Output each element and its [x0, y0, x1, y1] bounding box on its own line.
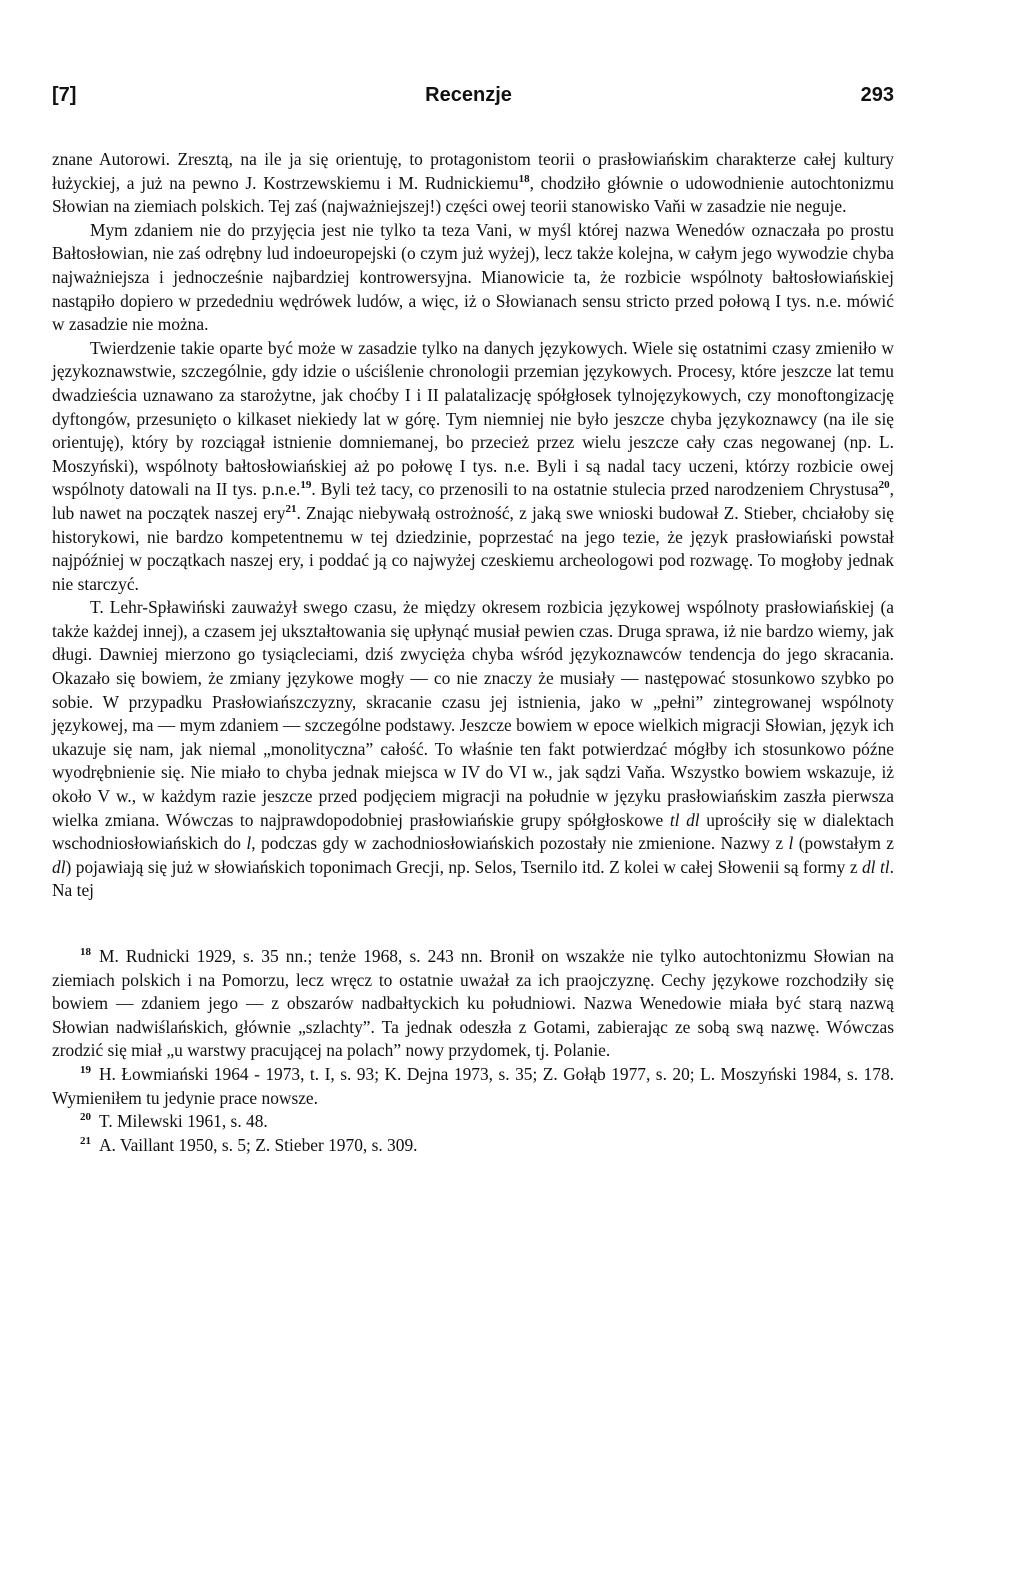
paragraph: [52, 148, 894, 219]
footnotes: [52, 945, 894, 1157]
text-run: , podczas gdy w zachodniosłowiańskich pozostały nie zmienione. Nazwy z: [251, 833, 789, 854]
page: [52, 84, 894, 1157]
page-number: 293: [860, 84, 894, 106]
italic-term: l: [246, 833, 252, 854]
text-run: znane Autorowi. Zresztą, na ile ja się orientuję, to protagonistom teorii o prasłowiańskim charakterze całej kultury łużyckiej, a już na pewno J. Kostrzewskiemu i M. Rudnickiemu: [52, 149, 894, 193]
italic-term: dl: [52, 856, 66, 877]
footnote-ref: 18: [518, 172, 530, 185]
text-run: Twierdzenie takie oparte być może w zasadzie tylko na danych językowych. Wiele się ostatnimi czasy zmieniło w językoznawstwie, szczególnie, gdy idzie o uściślenie chronologii przemian językowych. Procesy, które jeszcze lat temu dwadzieścia uznawano za starożytne, jak choćby I i II palatalizację spółgłosek tylnojęzykowych, czy monoftongizację dyftongów, przesunięto o kilkaset niekiedy lat w górę. Tym niemniej nie było jeszcze chyba językoznawcy (na ile się orientuję), który by rozciągał istnienie domniemanej, bo przecież przez wielu jeszcze cały czas negowanej (np. L. Moszyński), wspólnoty bałtosłowiańskiej aż po połowę I tys. n.e. Byli i są nadal tacy uczeni, którzy rozbicie owej wspólnoty datowali na II tys. p.n.e.: [52, 337, 894, 500]
text-run: , chodziło głównie o udowodnienie autochtonizmu Słowian na ziemiach polskich. Tej zaś (najważniejszej!) części owej teorii stanowisko Vaňi w zasadzie nie neguje.: [52, 172, 894, 217]
paragraph: [52, 219, 894, 337]
running-title: Recenzje: [425, 84, 512, 106]
text-run: M. Rudnicki 1929, s. 35 nn.; tenże 1968, s. 243 nn. Bronił on wszakże nie tylko autochtonizmu Słowian na ziemiach polskich i na Pomorzu, lecz wręcz to ostatnie uważał za ich praojczyznę. Cechy językowe rozchodziły się bowiem — zdaniem jego — z obszarów nadbałtyckich ku południowi. Nazwa Wenedowie miała być starą nazwą Słowian nadwiślańskich, głównie „szlachty”. Ta jednak odeszła z Gotami, zabierając ze sobą swą nazwę. Wówczas zrodzić się miał „u warstwy pracującej na polach” nowy przydomek, tj. Polanie.: [52, 946, 894, 1061]
text-run: (powstałym z: [793, 833, 895, 854]
text-run: ) pojawiają się już w słowiańskich toponimach Grecji, np. Selos, Tsernilo itd. Z kolei w całej Słowenii są formy z: [65, 856, 862, 877]
text-run: T. Milewski 1961, s. 48.: [99, 1111, 268, 1132]
footnote: [52, 1110, 894, 1134]
footnote-number: 18: [80, 946, 91, 959]
footnote-ref: 21: [285, 503, 297, 516]
footnote-number: 19: [80, 1064, 91, 1077]
italic-term: tl dl: [669, 809, 700, 830]
text-run: A. Vaillant 1950, s. 5; Z. Stieber 1970, s. 309.: [99, 1134, 418, 1155]
footnote: [52, 1063, 894, 1110]
text-run: . Byli też tacy, co przenosili to na ostatnie stulecia przed narodzeniem Chrystusa: [311, 479, 879, 500]
text-run: T. Lehr-Spławiński zauważył swego czasu, że między okresem rozbicia językowej wspólnoty prasłowiańskiej (a także każdej innej), a czasem jej ukształtowania się upłynąć musiał pewien czas. Druga sprawa, iż nie bardzo wiemy, jak długi. Dawniej mierzono go tysiącleciami, dziś zwycięża chyba wśród językoznawców tendencja do jego skracania. Okazało się bowiem, że zmiany językowe mogły — co nie znaczy że musiały — następować stosunkowo szybko po sobie. W przypadku Prasłowiańszczyzny, skracanie czasu jej istnienia, jako w „pełni” zintegrowanej wspólnoty językowej, ma — mym zdaniem — szczególne podstawy. Jeszcze bowiem w epoce wielkich migracji Słowian, język ich ukazuje się nam, jak niemal „monolityczna” całość. To właśnie ten fakt potwierdzać mógłby ich stosunkowo późne wyodrębnienie się. Nie miało to chyba jednak miejsca w IV do VI w., jak sądzi Vaňa. Wszystko bowiem wskazuje, iż około V w., w każdym razie jeszcze przed podjęciem migracji na południe w języku prasłowiańskim zaszła pierwsza wielka zmiana. Wówczas to najprawdopodobniej prasłowiańskie grupy spółgłoskowe: [52, 597, 894, 830]
paragraph: [52, 337, 894, 597]
body-text: [52, 148, 894, 903]
running-header: [52, 84, 894, 124]
paragraph: [52, 596, 894, 903]
text-run: . Na tej: [52, 856, 894, 901]
italic-term: l: [788, 833, 794, 854]
footnote-number: 21: [80, 1134, 91, 1147]
footnote-ref: 19: [300, 479, 312, 492]
footnote: [52, 1134, 894, 1158]
section-number: [7]: [52, 84, 77, 106]
text-run: Mym zdaniem nie do przyjęcia jest nie tylko ta teza Vani, w myśl której nazwa Wenedów oznaczała po prostu Bałtosłowian, nie zaś odrębny lud indoeuropejski (o czym już wyżej), lecz także kolejna, w całym jego wywodzie chyba najważniejsza i jednocześnie najbardziej kontrowersyjna. Mianowicie ta, że rozbicie wspólnoty bałtosłowiańskiej nastąpiło dopiero w przededniu wędrówek ludów, a więc, iż o Słowianach sensu stricto przed połową I tys. n.e. mówić w zasadzie nie można.: [52, 219, 894, 335]
text-run: uprościły się w dialektach wschodniosłowiańskich do: [52, 809, 894, 854]
text-run: H. Łowmiański 1964 - 1973, t. I, s. 93; K. Dejna 1973, s. 35; Z. Gołąb 1977, s. 20; L. Moszyński 1984, s. 178. Wymieniłem tu jedynie prace nowsze.: [52, 1063, 894, 1108]
footnote-number: 20: [80, 1111, 91, 1124]
italic-term: dl tl: [861, 856, 890, 877]
footnote-ref: 20: [878, 479, 890, 492]
text-run: , lub nawet na początek naszej ery: [52, 479, 894, 523]
footnote: [52, 945, 894, 1063]
text-run: . Znając niebywałą ostrożność, z jaką swe wnioski budował Z. Stieber, chciałoby się historykowi, nie bardzo kompetentnemu w tej dziedzinie, poprzestać na jego tezie, że język prasłowiański powstał najpóźniej w początkach naszej ery, i poddać ją co najwyżej czeskiemu archeologowi pod rozwagę. To mogłoby jednak nie starczyć.: [52, 502, 894, 594]
